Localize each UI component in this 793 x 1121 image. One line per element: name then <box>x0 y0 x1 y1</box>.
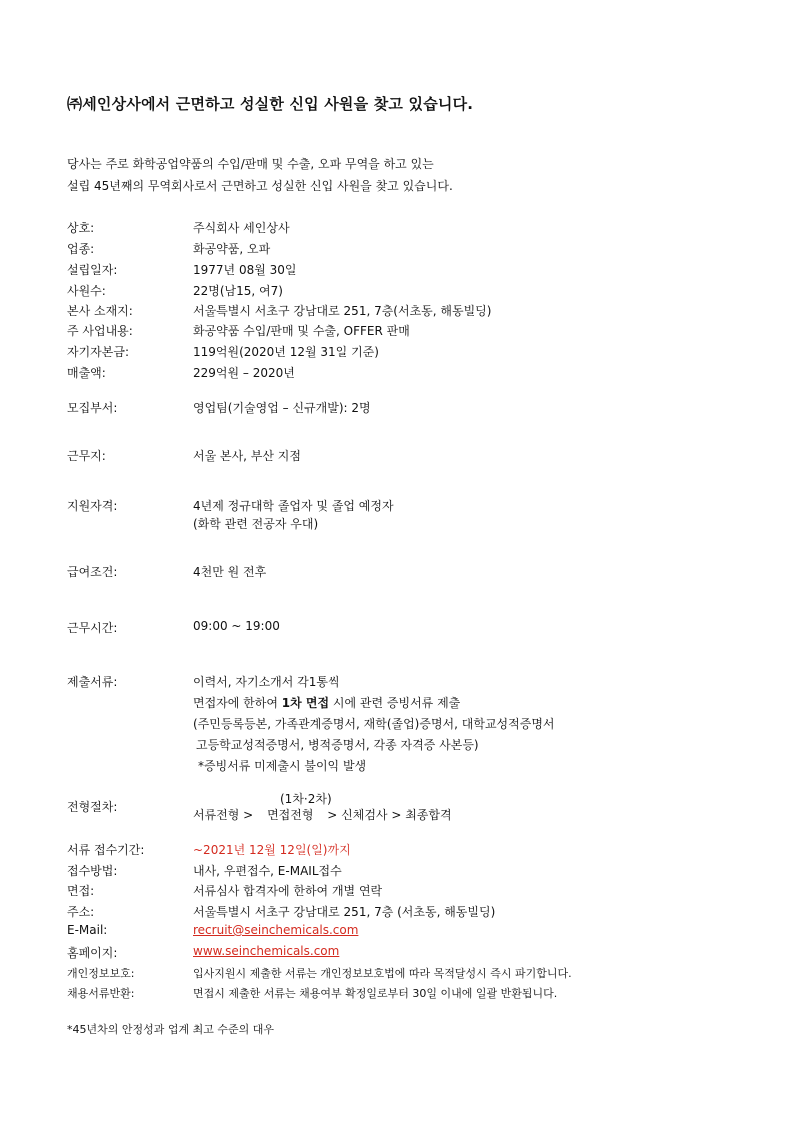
qualification-line-2: (화학 관련 전공자 우대) <box>193 517 319 531</box>
company-industry-row <box>67 240 747 258</box>
deadline-value: ~2021년 12월 12일(일)까지 <box>193 843 351 857</box>
documents-line-2-bold: 1차 면접 <box>281 696 330 710</box>
field-label: 주 사업내용: <box>67 324 133 338</box>
recruit-documents-row <box>67 673 747 691</box>
recruit-location-row <box>67 447 747 465</box>
field-value: 영업팀(기술영업 – 신규개발): 2명 <box>193 401 371 415</box>
recruit-qualification-row <box>67 497 747 515</box>
field-value: 119억원(2020년 12월 31일 기준) <box>193 345 379 359</box>
process-step-1: 서류전형 > <box>193 808 254 822</box>
apply-interview-row <box>67 882 747 900</box>
recruit-salary-row <box>67 563 747 581</box>
field-label: 전형절차: <box>67 800 118 814</box>
field-value: 내사, 우편접수, E-MAIL접수 <box>193 864 342 878</box>
field-label: 면접: <box>67 884 95 898</box>
process-step-3: > 신체검사 > 최종합격 <box>327 808 452 822</box>
field-value: 면접시 제출한 서류는 채용여부 확정일로부터 30일 이내에 일괄 반환됩니다. <box>193 987 558 1000</box>
field-value: 09:00 ~ 19:00 <box>193 619 280 633</box>
intro-line-1: 당사는 주로 화학공업약품의 수입/판매 및 수출, 오파 무역을 하고 있는 <box>67 157 434 171</box>
field-label: 근무지: <box>67 449 106 463</box>
field-label: 근무시간: <box>67 621 118 635</box>
documents-line-2 <box>193 694 460 711</box>
apply-address-row <box>67 903 747 921</box>
footnote: *45년차의 안정성과 업계 최고 수준의 대우 <box>67 1023 274 1036</box>
apply-homepage-row <box>67 944 747 962</box>
field-label: 접수방법: <box>67 864 118 878</box>
field-value: 입사지원시 제출한 서류는 개인정보보호법에 따라 목적달성시 즉시 파기합니다. <box>193 967 572 980</box>
page-title: ㈜세인상사에서 근면하고 성실한 신입 사원을 찾고 있습니다. <box>67 95 474 113</box>
field-value: 서울특별시 서초구 강남대로 251, 7층 (서초동, 해동빌딩) <box>193 905 496 919</box>
documents-line-5: *증빙서류 미제출시 불이익 발생 <box>198 759 367 773</box>
process-steps <box>193 806 452 823</box>
apply-return-row <box>67 985 747 1003</box>
documents-line-2-post: 시에 관련 증빙서류 제출 <box>329 696 461 710</box>
apply-method-row <box>67 862 747 880</box>
field-value: 서울 본사, 부산 지점 <box>193 449 301 463</box>
recruit-dept-row <box>67 399 747 417</box>
field-label: 설립일자: <box>67 263 118 277</box>
company-name-row <box>67 219 747 237</box>
field-value: 1977년 08월 30일 <box>193 263 297 277</box>
field-label: 지원자격: <box>67 499 118 513</box>
field-label: 자기자본금: <box>67 345 130 359</box>
field-label: 제출서류: <box>67 675 118 689</box>
field-label: 모집부서: <box>67 401 118 415</box>
company-founded-row <box>67 261 747 279</box>
field-value: 22명(남15, 여7) <box>193 284 283 298</box>
apply-period-row <box>67 841 747 859</box>
company-sales-row <box>67 364 747 382</box>
process-step-2: 면접전형 <box>267 808 314 822</box>
field-label: 채용서류반환: <box>67 987 135 1000</box>
field-value: 229억원 – 2020년 <box>193 366 295 380</box>
field-label: 본사 소재지: <box>67 304 133 318</box>
field-value: 이력서, 자기소개서 각1통씩 <box>193 675 340 689</box>
documents-line-4: 고등학교성적증명서, 병적증명서, 각종 자격증 사본등) <box>196 738 479 752</box>
field-label: 서류 접수기간: <box>67 843 145 857</box>
company-business-row <box>67 322 747 340</box>
field-label: 업종: <box>67 242 95 256</box>
apply-privacy-row <box>67 965 747 983</box>
field-label: 사원수: <box>67 284 106 298</box>
email-link[interactable]: recruit@seinchemicals.com <box>193 923 359 937</box>
field-value: 서류심사 합격자에 한하여 개별 연락 <box>193 884 383 898</box>
field-label: 홈페이지: <box>67 946 118 960</box>
recruit-hours-row <box>67 619 747 637</box>
field-label: 주소: <box>67 905 95 919</box>
field-label: 개인정보보호: <box>67 967 135 980</box>
field-label: 상호: <box>67 221 95 235</box>
field-value: 4천만 원 전후 <box>193 565 267 579</box>
field-value: 화공약품, 오파 <box>193 242 271 256</box>
company-capital-row <box>67 343 747 361</box>
company-employees-row <box>67 282 747 300</box>
field-value: 주식회사 세인상사 <box>193 221 290 235</box>
documents-line-2-pre: 면접자에 한하여 <box>193 696 282 710</box>
intro-line-2: 설립 45년째의 무역회사로서 근면하고 성실한 신입 사원을 찾고 있습니다. <box>67 179 453 193</box>
company-hq-row <box>67 302 747 320</box>
field-label: 급여조건: <box>67 565 118 579</box>
apply-email-row <box>67 923 747 941</box>
field-label: 매출액: <box>67 366 106 380</box>
field-value: 서울특별시 서초구 강남대로 251, 7층(서초동, 해동빌딩) <box>193 304 492 318</box>
documents-line-3: (주민등록등본, 가족관계증명서, 재학(졸업)증명서, 대학교성적증명서 <box>193 717 555 731</box>
field-value: 화공약품 수입/판매 및 수출, OFFER 판매 <box>193 324 410 338</box>
process-superscript: (1차·2차) <box>280 792 332 806</box>
homepage-link[interactable]: www.seinchemicals.com <box>193 944 340 958</box>
field-label: E-Mail: <box>67 923 108 937</box>
field-value: 4년제 정규대학 졸업자 및 졸업 예정자 <box>193 499 394 513</box>
